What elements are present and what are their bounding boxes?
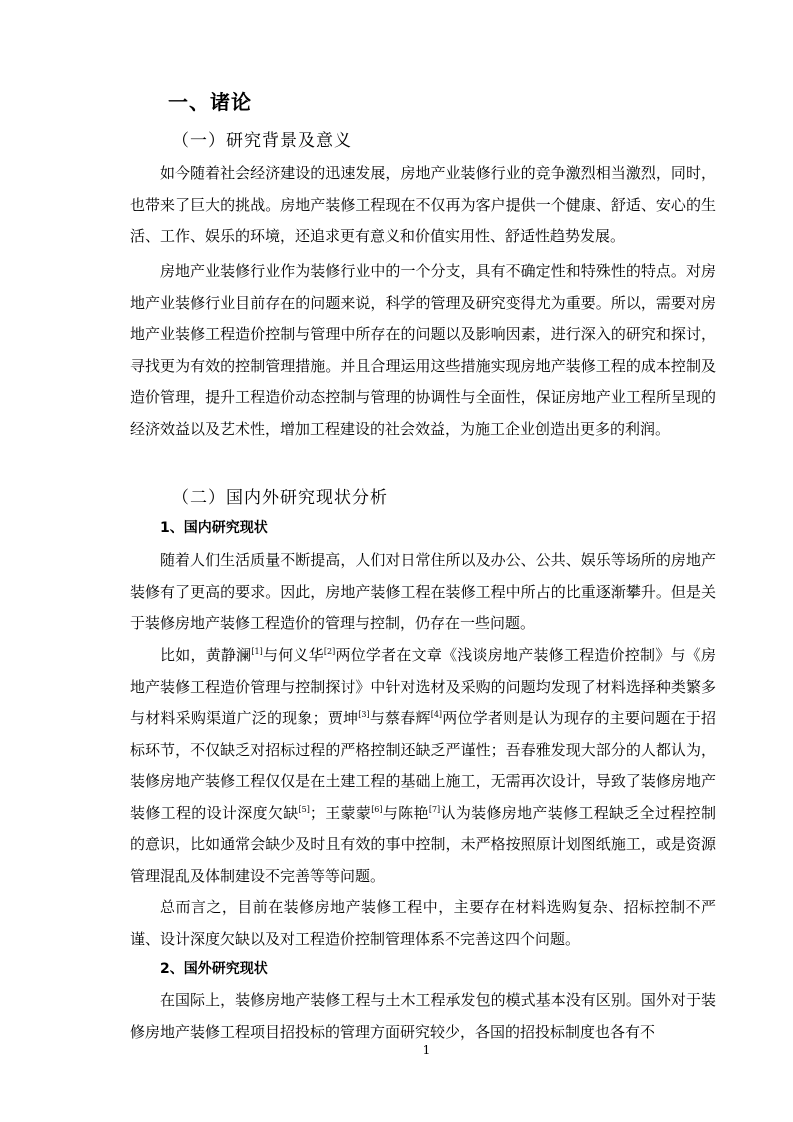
- paragraph: 如今随着社会经济建设的迅速发展，房地产业装修行业的竞争激烈相当激烈，同时，也带来了巨大的挑战。房地产装修工程现在不仅再为客户提供一个健康、舒适、安心的生活、工作、娱乐的环境，还追求更有意义和价值实用性、舒适性趋势发展。: [130, 164, 716, 245]
- paragraph: 房地产业装修行业作为装修行业中的一个分支，具有不确定性和特殊性的特点。对房地产业装修行业目前存在的问题来说，科学的管理及研究变得尤为重要。所以，需要对房地产业装修工程造价控制与管理中所存在的问题以及影响因素，进行深入的研究和探讨，寻找更为有效的控制管理措施。并且合理运用这些措施实现房地产装修工程的成本控制及造价管理，提升工程造价动态控制与管理的协调性与全面性，保证房地产业工程所呈现的经济效益以及艺术性，增加工程建设的社会效益，为施工企业创造出更多的利润。: [130, 262, 716, 438]
- chapter-title: 一、诸论: [168, 90, 252, 114]
- section-title-background: （一）研究背景及意义: [172, 131, 352, 151]
- paragraph-with-citations: 比如，黄静澜[1]与何义华[2]两位学者在文章《浅谈房地产装修工程造价控制》与《房地产装修工程造价管理与控制探讨》中针对选材及采购的问题均发现了材料选择种类繁多与材料采购渠道广泛的现象；贾坤[3]与蔡春辉[4]两位学者则是认为现存的主要问题在于招标环节，不仅缺乏对招标过程的严格控制还缺乏严谨性；吾春雅发现大部分的人都认为，装修房地产装修工程仅仅是在土建工程的基础上施工，无需再次设计，导致了装修房地产装修工程的设计深度欠缺[5]；王蒙蒙[6]与陈艳[7]认为装修房地产装修工程缺乏全过程控制的意识，比如通常会缺少及时且有效的事中控制，未严格按照原计划图纸施工，或是资源管理混乱及体制建设不完善等等问题。: [130, 646, 716, 885]
- subsection-title-foreign: 2、国外研究现状: [160, 961, 268, 977]
- section-title-research-status: （二）国内外研究现状分析: [172, 488, 388, 508]
- citation-ref[interactable]: [2]: [323, 647, 336, 656]
- citation-ref[interactable]: [6]: [371, 804, 383, 814]
- citation-ref[interactable]: [5]: [298, 804, 310, 814]
- citation-ref[interactable]: [3]: [358, 710, 370, 719]
- subsection-title-domestic: 1、国内研究现状: [160, 520, 268, 536]
- citation-ref[interactable]: [7]: [428, 804, 441, 814]
- citation-ref[interactable]: [1]: [251, 647, 263, 656]
- paragraph: 总而言之，目前在装修房地产装修工程中，主要存在材料选购复杂、招标控制不严谨、设计深度欠缺以及对工程造价控制管理体系不完善这四个问题。: [130, 898, 716, 948]
- paragraph: 在国际上，装修房地产装修工程与土木工程承发包的模式基本没有区别。国外对于装修房地产装修工程项目招投标的管理方面研究较少，各国的招投标制度也各有不: [130, 991, 716, 1041]
- page-number: 1: [422, 1043, 431, 1057]
- paragraph: 随着人们生活质量不断提高，人们对日常住所以及办公、公共、娱乐等场所的房地产装修有了更高的要求。因此，房地产装修工程在装修工程中所占的比重逐渐攀升。但是关于装修房地产装修工程造价的管理与控制，仍存在一些问题。: [130, 551, 716, 632]
- citation-ref[interactable]: [4]: [430, 710, 443, 719]
